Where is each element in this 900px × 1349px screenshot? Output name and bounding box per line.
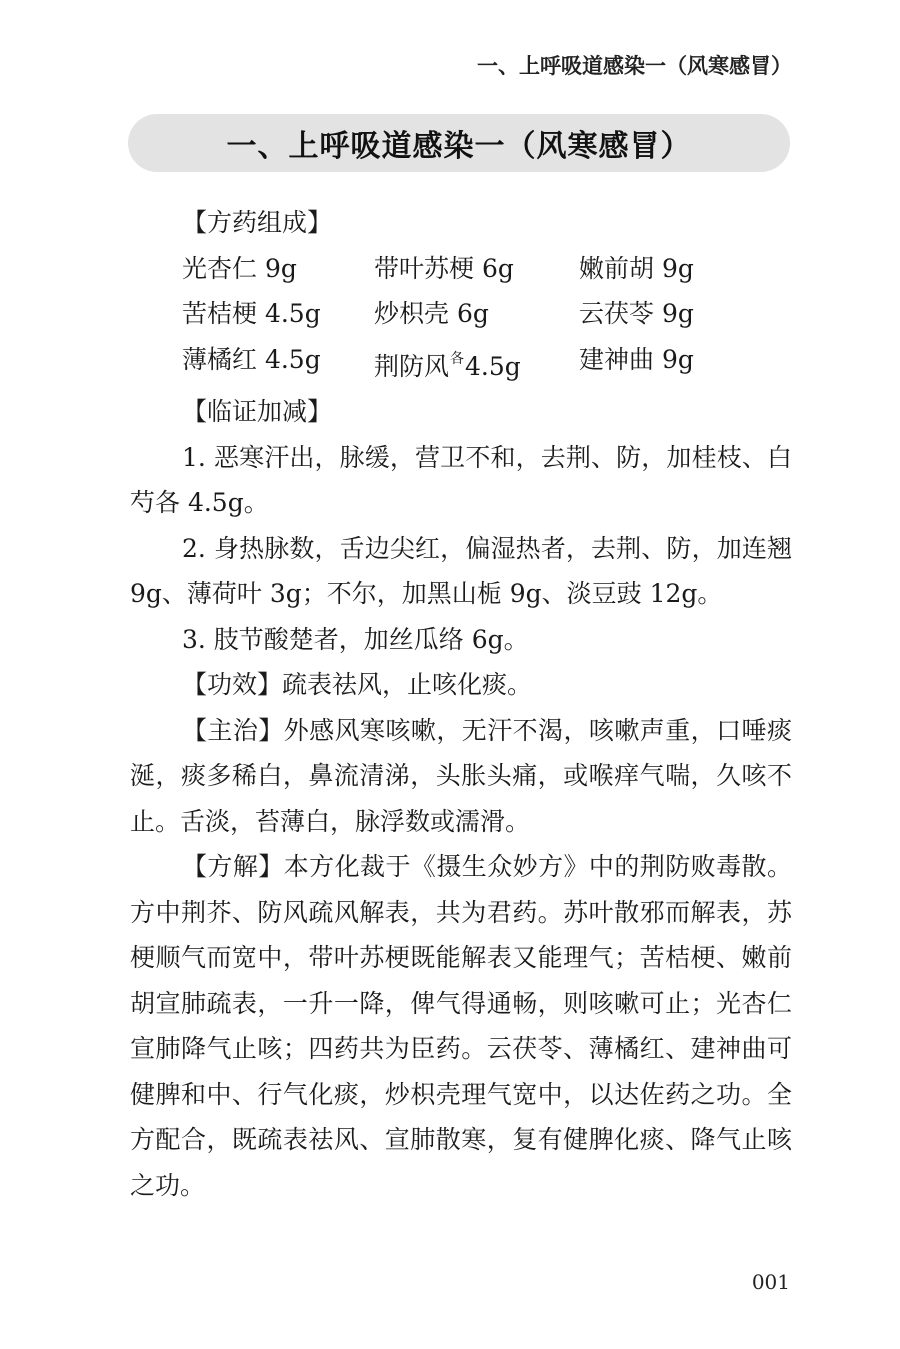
- each-note: 各: [450, 350, 465, 367]
- modification-item: 1. 恶寒汗出，脉缓，营卫不和，去荆、防，加桂枝、白芍各 4.5g。: [130, 442, 792, 517]
- explanation-text: 本方化裁于《摄生众妙方》中的荆防败毒散。方中荆芥、防风疏风解表，共为君药。苏叶散邪而解表，苏梗顺气而宽中，带叶苏梗既能解表又能理气；苦桔梗、嫩前胡宣肺疏表，一升一降，俾气得通畅，则咳嗽可止；光杏仁宣肺降气止咳；四药共为臣药。云茯苓、薄橘红、建神曲可健脾和中、行气化痰，炒枳壳理气宽中，以达佐药之功。全方配合，既疏表祛风、宣肺散寒，复有健脾化痰、降气止咳之功。: [130, 852, 792, 1200]
- indication-paragraph: [130, 708, 792, 845]
- herb-item-shared-dose: [374, 337, 579, 390]
- efficacy-heading: 【功效】: [182, 670, 283, 699]
- herb-item: 炒枳壳 6g: [374, 299, 489, 328]
- modification-heading: 【临证加减】: [182, 397, 333, 426]
- explanation-paragraph: [130, 844, 792, 1208]
- herb-name: 荆防风: [374, 351, 450, 381]
- indication-text: 外感风寒咳嗽，无汗不渴，咳嗽声重，口唾痰涎，痰多稀白，鼻流清涕，头胀头痛，或喉痒气喘，久咳不止。舌淡，苔薄白，脉浮数或濡滑。: [130, 715, 792, 836]
- composition-heading: 【方药组成】: [182, 208, 333, 237]
- modification-item: 2. 身热脉数，舌边尖红，偏湿热者，去荆、防，加连翘 9g、薄荷叶 3g；不尔，加黑山栀 9g、淡豆豉 12g。: [130, 533, 792, 608]
- indication-heading: 【主治】: [182, 715, 284, 745]
- chapter-title: 一、上呼吸道感染一（风寒感冒）: [226, 129, 692, 164]
- herb-item: 建神曲 9g: [579, 344, 694, 374]
- chapter-title-bar: [128, 114, 790, 172]
- running-header: 一、上呼吸道感染一（风寒感冒）: [477, 54, 792, 78]
- herb-item: 带叶苏梗 6g: [374, 253, 514, 283]
- prescription-row: [130, 337, 792, 390]
- explanation-heading: 【方解】: [182, 852, 284, 881]
- efficacy-text: 疏表祛风，止咳化痰。: [282, 670, 533, 699]
- prescription-row: [130, 291, 792, 337]
- prescription-row: [130, 246, 792, 292]
- herb-item: 苦桔梗 4.5g: [182, 299, 321, 328]
- herb-item: 云茯苓 9g: [579, 299, 694, 328]
- herb-item: 光杏仁 9g: [182, 253, 297, 283]
- herb-item: 薄橘红 4.5g: [182, 344, 321, 374]
- herb-item: 嫩前胡 9g: [579, 253, 694, 283]
- modification-item: 3. 肢节酸楚者，加丝瓜络 6g。: [182, 624, 529, 654]
- page-content: [130, 200, 792, 1208]
- efficacy-paragraph: [130, 662, 792, 708]
- page-number: 001: [751, 1270, 790, 1294]
- herb-dose: 4.5g: [465, 351, 521, 381]
